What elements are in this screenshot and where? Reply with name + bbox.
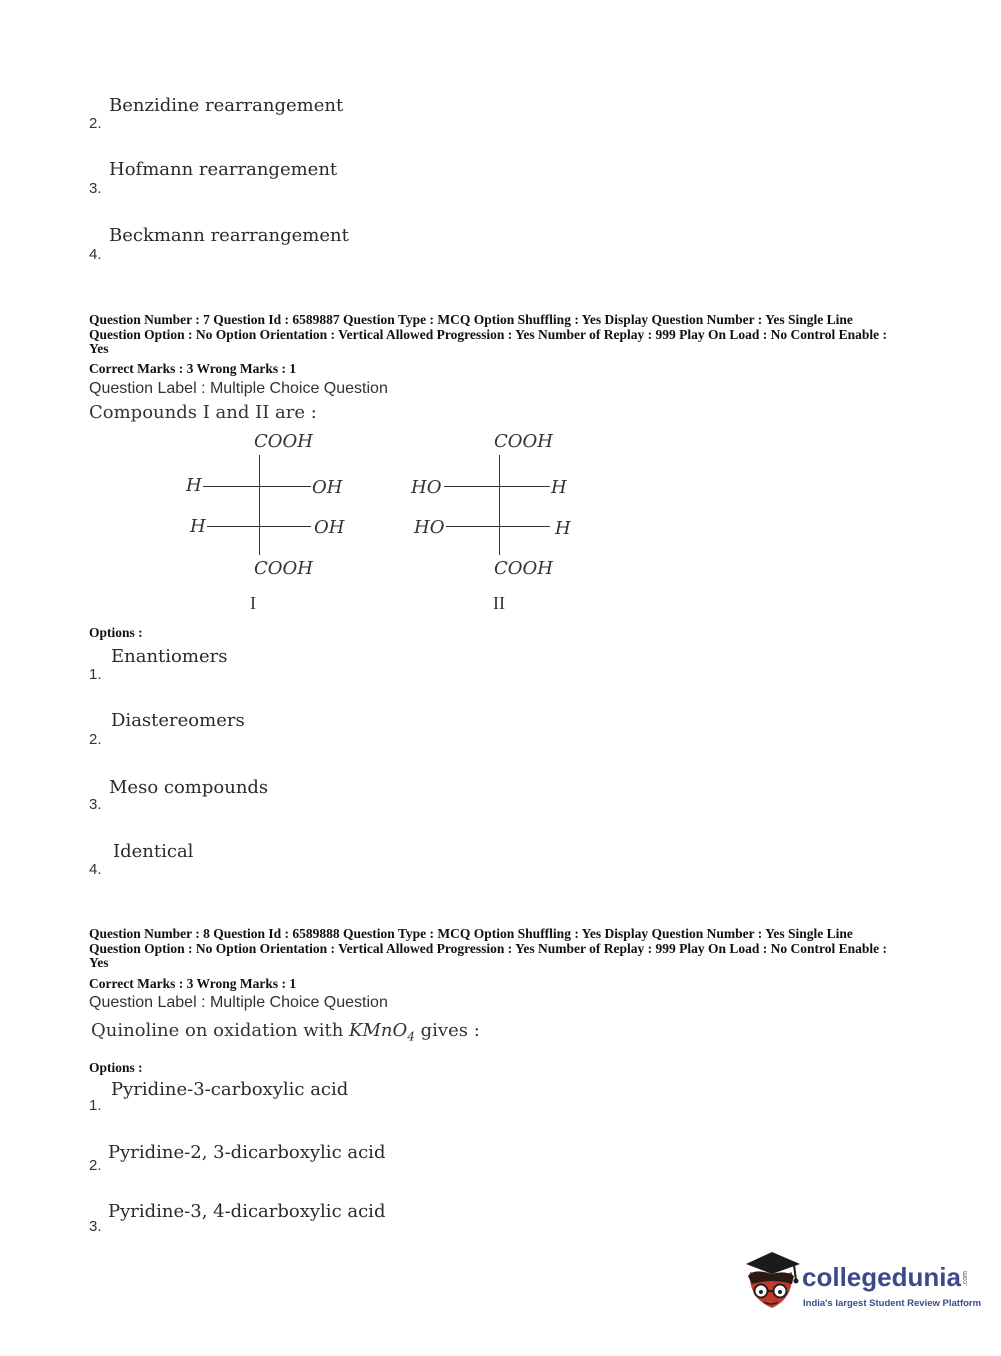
option-text: Enantiomers — [111, 646, 228, 667]
left-group: H — [190, 516, 206, 537]
option-number: 2. — [89, 115, 102, 132]
option-text: Identical — [113, 841, 194, 862]
options-heading: Options : — [89, 625, 143, 640]
collegedunia-logo — [742, 1250, 982, 1320]
question-text-start: Quinoline on oxidation with — [91, 1020, 350, 1041]
vertical-bond — [499, 455, 500, 555]
logo-wordmark — [802, 1262, 969, 1293]
horizontal-bond — [446, 526, 550, 527]
right-group: OH — [314, 517, 345, 538]
option-text: Diastereomers — [111, 710, 245, 731]
logo-tagline: India's largest Student Review Platform — [803, 1298, 982, 1309]
option-number: 4. — [89, 861, 102, 878]
option-number: 3. — [89, 180, 102, 197]
question-text: Compounds I and II are : — [89, 402, 317, 423]
structure-label: II — [493, 593, 505, 613]
question-text-end: gives : — [414, 1020, 480, 1041]
top-group: COOH — [494, 431, 553, 452]
bottom-group: COOH — [254, 558, 313, 579]
right-group: H — [555, 518, 571, 539]
option-text: Pyridine-3, 4-dicarboxylic acid — [108, 1201, 386, 1222]
left-group: H — [186, 475, 202, 496]
question-marks: Correct Marks : 3 Wrong Marks : 1 — [89, 976, 297, 991]
reagent-formula: KMnO — [349, 1020, 408, 1041]
option-number: 4. — [89, 246, 102, 263]
left-group: HO — [414, 517, 445, 538]
option-text: Benzidine rearrangement — [109, 95, 344, 116]
left-group: HO — [411, 477, 442, 498]
horizontal-bond — [203, 486, 311, 487]
reagent-subscript: 4 — [407, 1029, 415, 1044]
option-text: Pyridine-2, 3-dicarboxylic acid — [108, 1142, 386, 1163]
question-label: Question Label : Multiple Choice Question — [89, 994, 388, 1011]
option-text: Meso compounds — [109, 777, 269, 798]
logo-name: collegedunia — [802, 1262, 961, 1292]
option-number: 3. — [89, 1218, 102, 1235]
mascot-icon — [742, 1250, 802, 1316]
option-number: 2. — [89, 1157, 102, 1174]
question-text — [91, 1020, 480, 1044]
question-meta: Question Number : 7 Question Id : 6589887 Question Type : MCQ Option Shuffling : Yes Display Question Number : Yes Single Line Question Option : No Option Orientation : Vertical Allowed Progression : Yes Number of Replay : 999 Play On Load : No Control Enable : Yes — [89, 312, 888, 356]
option-number: 1. — [89, 666, 102, 683]
option-text: Hofmann rearrangement — [109, 159, 338, 180]
option-number: 3. — [89, 796, 102, 813]
option-text: Beckmann rearrangement — [109, 225, 349, 246]
right-group: H — [551, 477, 567, 498]
question-meta: Question Number : 8 Question Id : 6589888 Question Type : MCQ Option Shuffling : Yes Display Question Number : Yes Single Line Question Option : No Option Orientation : Vertical Allowed Progression : Yes Number of Replay : 999 Play On Load : No Control Enable : Yes — [89, 926, 888, 970]
options-heading: Options : — [89, 1060, 143, 1075]
option-number: 2. — [89, 731, 102, 748]
right-group: OH — [312, 477, 343, 498]
logo-suffix: .com — [961, 1270, 969, 1286]
horizontal-bond — [207, 526, 311, 527]
question-label: Question Label : Multiple Choice Question — [89, 380, 388, 397]
vertical-bond — [259, 455, 260, 555]
option-number: 1. — [89, 1097, 102, 1114]
bottom-group: COOH — [494, 558, 553, 579]
question-marks: Correct Marks : 3 Wrong Marks : 1 — [89, 361, 297, 376]
horizontal-bond — [444, 486, 550, 487]
option-text: Pyridine-3-carboxylic acid — [111, 1079, 349, 1100]
top-group: COOH — [254, 431, 313, 452]
structure-label: I — [250, 593, 256, 613]
